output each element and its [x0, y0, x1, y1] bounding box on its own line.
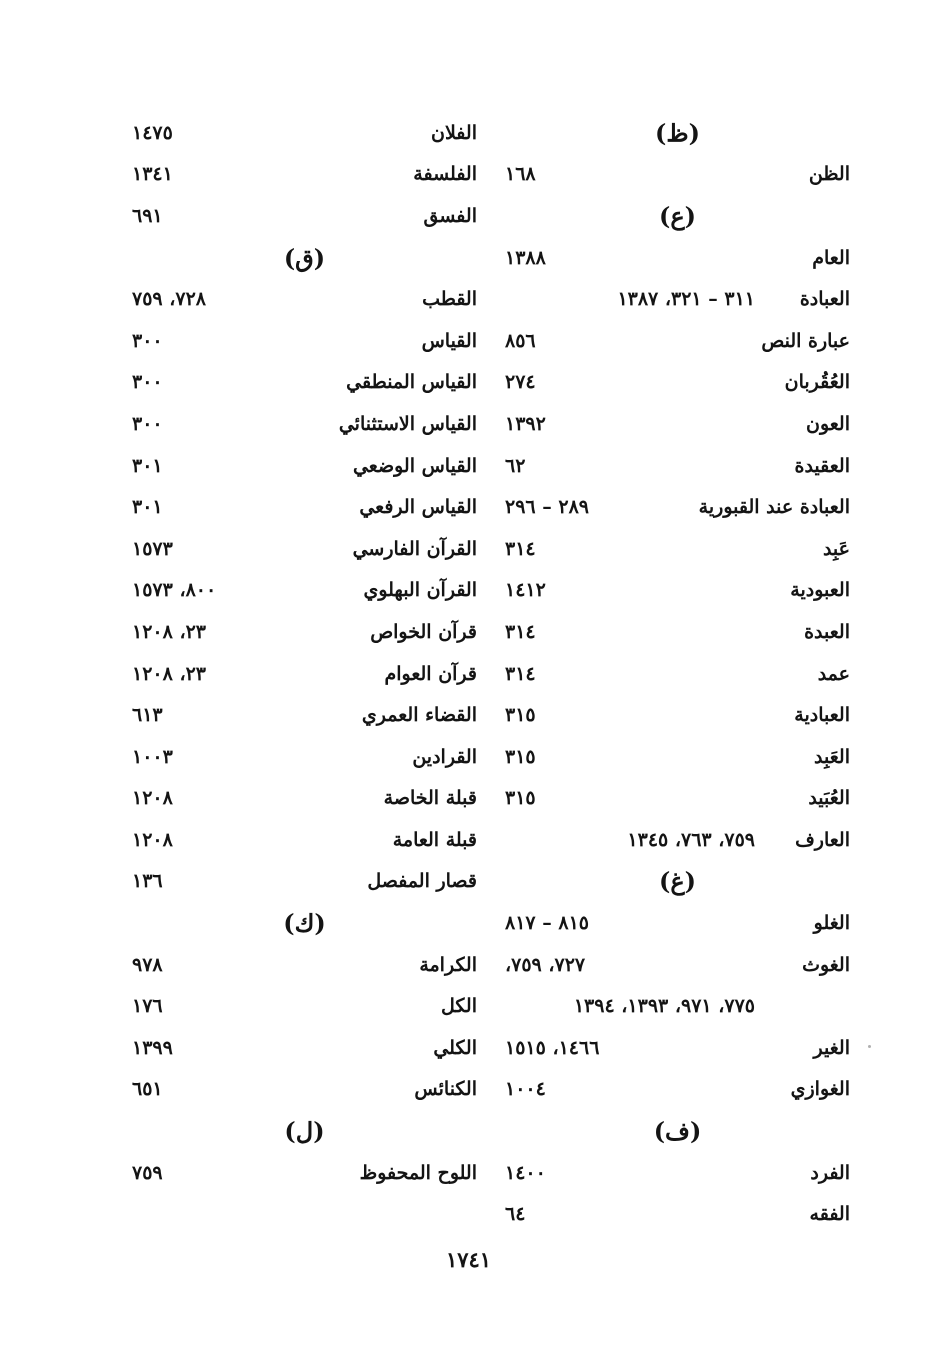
section-letter-heading: (ع) [658, 201, 697, 231]
index-term: عبارة النص [761, 329, 850, 352]
index-entry [505, 445, 850, 487]
index-entry [132, 694, 477, 736]
index-term: الغير [813, 1036, 850, 1059]
index-term: الغوازي [790, 1078, 850, 1101]
section-heading-row [132, 1110, 477, 1152]
index-term: الفسق [423, 204, 477, 227]
page-references: ١٢٠٨ [132, 787, 173, 810]
index-term: القضاء العمري [361, 704, 477, 727]
index-term: قبلة الخاصة [383, 787, 477, 810]
index-term: القياس الوضعي [352, 454, 477, 477]
page-references: ٨٠٠، ١٥٧٣ [132, 579, 217, 602]
index-term: قرآن العوام [384, 662, 477, 685]
page-references: ٦٢ [505, 454, 526, 477]
index-entry [505, 819, 850, 861]
index-term: العبدة [804, 620, 850, 643]
section-heading-row [132, 237, 477, 279]
page-references: ١٤٦٦، ١٥١٥ [505, 1036, 600, 1059]
index-entry [132, 320, 477, 362]
index-term: العبادية [794, 704, 850, 727]
page-references: ٣٠٠ [132, 329, 163, 352]
section-heading-row [505, 112, 850, 154]
index-term: الفلان [431, 121, 477, 144]
section-heading-row [132, 902, 477, 944]
index-entry [505, 486, 850, 528]
index-term: قصار المفصل [367, 870, 477, 893]
section-letter-heading: (ظ) [655, 118, 700, 148]
index-term: عَبِد [822, 537, 850, 560]
page-references: ١٣٩٩ [132, 1036, 173, 1059]
index-entry [505, 944, 850, 986]
section-letter-heading: (ك) [283, 908, 326, 938]
page-references: ٢٣، ١٢٠٨ [132, 620, 206, 643]
page-references: ١٥٧٣ [132, 537, 173, 560]
page-references: ٣١٥ [505, 704, 536, 727]
index-term: القياس المنطقي [346, 371, 477, 394]
page-references: ٣١٤ [505, 537, 536, 560]
index-term: القياس [421, 329, 477, 352]
page-references: ٣١١ – ٣٢١، ١٣٨٧ [617, 288, 755, 311]
index-entry [132, 403, 477, 445]
page-references: ٣٠١ [132, 496, 163, 519]
section-letter-heading: (ل) [284, 1116, 325, 1146]
page-references: ٣١٥ [505, 787, 536, 810]
index-entry [505, 778, 850, 820]
page-references: ١٠٠٤ [505, 1078, 546, 1101]
index-entry [132, 528, 477, 570]
index-term: العبودية [790, 579, 850, 602]
index-term: الفلسفة [413, 163, 477, 186]
index-term: القرآن الفارسي [352, 537, 477, 560]
index-entry [132, 778, 477, 820]
section-heading-row [505, 195, 850, 237]
page-references: ٧٥٩، ٧٦٣، ١٣٤٥ [627, 828, 755, 851]
index-entry [132, 861, 477, 903]
index-term: العبادة [799, 288, 850, 311]
page-references: ٦١٣ [132, 704, 163, 727]
page-references: ٣٠١ [132, 454, 163, 477]
page-references: ١٣٤١ [132, 163, 173, 186]
index-entry [505, 570, 850, 612]
index-term: العَبِد [814, 745, 850, 768]
page-references: ١٠٠٣ [132, 745, 173, 768]
index-entry [505, 320, 850, 362]
section-letter-heading: (غ) [658, 866, 697, 896]
index-entry [505, 278, 850, 320]
index-entry [505, 653, 850, 695]
index-entry [505, 154, 850, 196]
page-references: ٣١٤ [505, 620, 536, 643]
page-references: ٢٣، ١٢٠٨ [132, 662, 206, 685]
page-references: ١٤٧٥ [132, 121, 173, 144]
page-references: ٦٤ [505, 1203, 526, 1226]
index-entry [505, 902, 850, 944]
index-term: القياس الرفعي [359, 496, 477, 519]
index-entry [505, 985, 850, 1027]
page-references: ٩٧٨ [132, 953, 163, 976]
index-term: الكل [441, 995, 477, 1018]
page-references: ٣٠٠ [132, 412, 163, 435]
page-references: ٧٢٧، ٧٥٩، [505, 953, 586, 976]
index-term: العقيدة [794, 454, 850, 477]
index-term: العبادة عند القبورية [698, 496, 850, 519]
index-term: الفقه [809, 1203, 850, 1226]
page-references: ٢٧٤ [505, 371, 536, 394]
page-references: ٦٥١ [132, 1078, 163, 1101]
index-entry [505, 694, 850, 736]
index-entry [132, 445, 477, 487]
page-references: ٧٧٥، ٩٧١، ١٣٩٣، ١٣٩٤ [573, 995, 755, 1018]
index-term: العُقُربان [784, 371, 850, 394]
page-references: ٨١٥ – ٨١٧ [505, 912, 589, 935]
index-term: العام [812, 246, 850, 269]
index-term: الغوث [802, 953, 850, 976]
index-term: قبلة العامة [392, 828, 477, 851]
index-entry [132, 570, 477, 612]
index-term: الكلي [433, 1036, 477, 1059]
index-column-right [505, 112, 850, 1235]
page-references: ٧٥٩ [132, 1161, 163, 1184]
index-entry [505, 403, 850, 445]
index-term: العارف [795, 828, 850, 851]
index-entry [132, 112, 477, 154]
section-heading-row [505, 861, 850, 903]
page-references: ٦٩١ [132, 204, 163, 227]
index-entry [132, 819, 477, 861]
page-references: ١٤١٢ [505, 579, 546, 602]
section-heading-row [505, 1110, 850, 1152]
index-term: العُبَيد [808, 787, 850, 810]
index-term: القطب [422, 288, 477, 311]
index-term: الغلو [813, 912, 850, 935]
index-entry [505, 611, 850, 653]
page-references: ١٣٨٨ [505, 246, 546, 269]
index-entry [505, 736, 850, 778]
page-number: ١٧٤١ [445, 1247, 492, 1272]
section-letter-heading: (ق) [283, 243, 326, 273]
page-references: ٧٢٨، ٧٥٩ [132, 288, 206, 311]
page-references: ١٢٠٨ [132, 828, 173, 851]
page-references: ٣١٤ [505, 662, 536, 685]
index-entry [132, 1069, 477, 1111]
page-references: ١٤٠٠ [505, 1161, 546, 1184]
index-entry [132, 195, 477, 237]
index-term: القرآن البهلوي [363, 579, 477, 602]
index-entry [132, 611, 477, 653]
index-term: القياس الاستثنائي [338, 412, 477, 435]
index-entry [132, 1152, 477, 1194]
index-entry [132, 486, 477, 528]
index-term: عمد [817, 662, 850, 685]
page-references: ٣١٥ [505, 745, 536, 768]
page-references: ١٦٨ [505, 163, 536, 186]
index-entry [132, 1027, 477, 1069]
scan-speck [868, 1045, 871, 1048]
page-references: ٨٥٦ [505, 329, 536, 352]
index-entry [505, 528, 850, 570]
page-references: ٢٨٩ – ٢٩٦ [505, 496, 589, 519]
index-entry [132, 944, 477, 986]
page-references: ١٣٩٢ [505, 412, 546, 435]
index-column-left [132, 112, 477, 1193]
index-entry [132, 736, 477, 778]
index-term: الكنائس [414, 1078, 477, 1101]
index-term: الفرد [810, 1161, 850, 1184]
page-references: ١٣٦ [132, 870, 163, 893]
index-entry [505, 1152, 850, 1194]
page-references: ١٧٦ [132, 995, 163, 1018]
index-term: الكرامة [419, 953, 477, 976]
index-entry [505, 237, 850, 279]
index-entry [132, 985, 477, 1027]
section-letter-heading: (ف) [653, 1116, 702, 1146]
index-entry [505, 362, 850, 404]
index-entry [505, 1193, 850, 1235]
index-entry [132, 653, 477, 695]
index-term: قرآن الخواص [370, 620, 477, 643]
index-term: الظن [808, 163, 850, 186]
index-entry [505, 1027, 850, 1069]
index-entry [132, 154, 477, 196]
index-entry [132, 278, 477, 320]
index-term: اللوح المحفوظ [359, 1161, 477, 1184]
index-term: العون [805, 412, 850, 435]
page-references: ٣٠٠ [132, 371, 163, 394]
index-entry [132, 362, 477, 404]
index-entry [505, 1069, 850, 1111]
index-term: القرادين [412, 745, 477, 768]
